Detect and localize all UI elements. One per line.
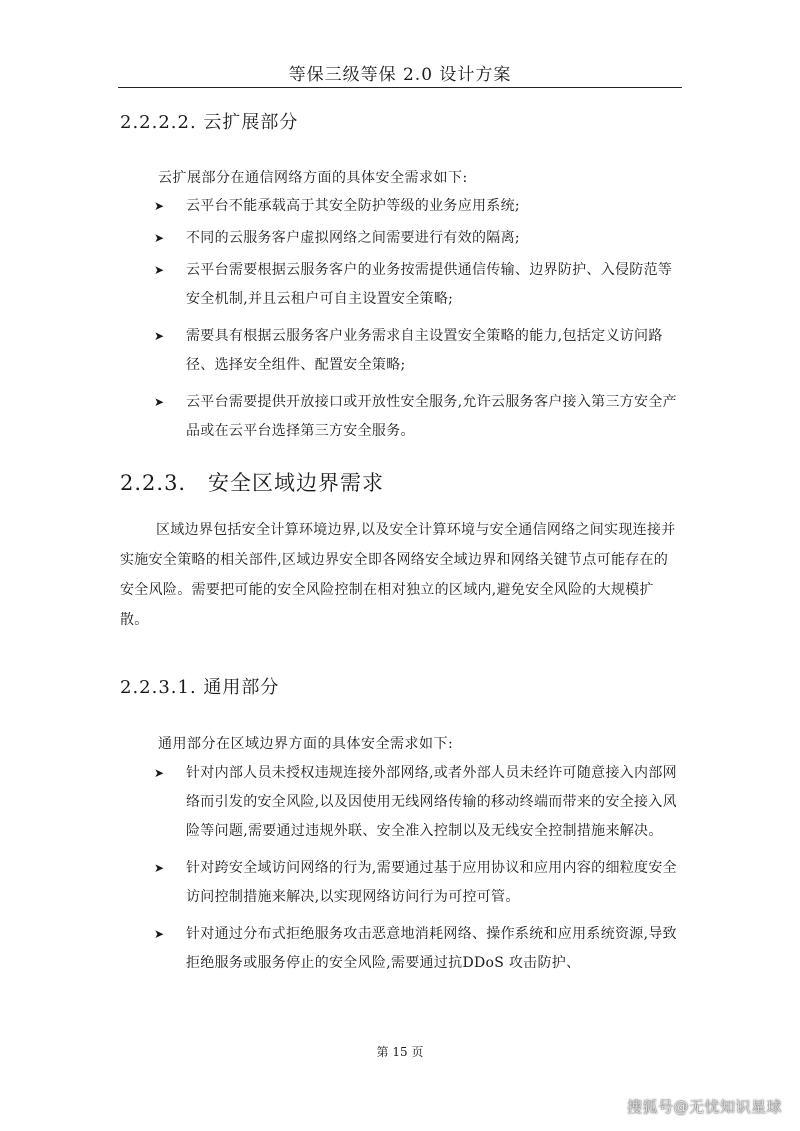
heading-security-boundary — [120, 467, 384, 497]
list-item — [150, 388, 682, 446]
bullet-text: 云平台需要根据云服务客户的业务按需提供通信传输、边界防护、入侵防范等安全机制,并且云租户可自主设置安全策略; — [186, 262, 673, 307]
intro-general-part: 通用部分在区域边界方面的具体安全需求如下: — [158, 736, 454, 752]
arrow-bullet-icon: ➤ — [154, 199, 165, 213]
list-item — [150, 759, 682, 846]
page-header-title: 等保三级等保 2.0 设计方案 — [288, 65, 512, 85]
heading-title: 安全区域边界需求 — [208, 471, 384, 495]
list-item — [150, 224, 682, 253]
arrow-bullet-icon: ➤ — [154, 766, 165, 780]
bullet-text: 针对跨安全域访问网络的行为,需要通过基于应用协议和应用内容的细粒度安全访问控制措施来解决,以实现网络访问行为可控可管。 — [186, 860, 677, 905]
bullet-text: 需要具有根据云服务客户业务需求自主设置安全策略的能力,包括定义访问路径、选择安全组件、配置安全策略; — [186, 328, 663, 373]
list-item — [150, 854, 682, 912]
bullet-list-cloud-extension — [150, 192, 682, 446]
paragraph-security-boundary: 区域边界包括安全计算环境边界,以及安全计算环境与安全通信网络之间实现连接并实施安全策略的相关部件,区域边界安全即各网络安全域边界和网络关键节点可能存在的安全风险。需要把可能的安全风险控制在相对独立的区域内,避免安全风险的大规模扩散。 — [120, 522, 676, 628]
list-item — [150, 256, 682, 314]
bullet-list-general-part — [150, 759, 682, 978]
bullet-text: 云平台不能承载高于其安全防护等级的业务应用系统; — [186, 198, 520, 214]
arrow-bullet-icon: ➤ — [154, 395, 165, 409]
list-item — [150, 322, 682, 380]
heading-cloud-extension: 2.2.2.2. 云扩展部分 — [120, 112, 299, 133]
list-item — [150, 920, 682, 978]
arrow-bullet-icon: ➤ — [154, 263, 165, 277]
watermark-text: 搜狐号@无忧知识星球 — [626, 1098, 782, 1116]
arrow-bullet-icon: ➤ — [154, 231, 165, 245]
bullet-text: 针对通过分布式拒绝服务攻击恶意地消耗网络、操作系统和应用系统资源,导致拒绝服务或服务停止的安全风险,需要通过抗DDoS 攻击防护、 — [186, 926, 677, 971]
intro-cloud-extension: 云扩展部分在通信网络方面的具体安全需求如下: — [158, 170, 468, 186]
heading-general-part: 2.2.3.1. 通用部分 — [120, 677, 280, 698]
arrow-bullet-icon: ➤ — [154, 861, 165, 875]
list-item — [150, 192, 682, 221]
page-number: 第 15 页 — [376, 1045, 424, 1059]
heading-number: 2.2.3. — [120, 471, 187, 495]
arrow-bullet-icon: ➤ — [154, 329, 165, 343]
bullet-text: 不同的云服务客户虚拟网络之间需要进行有效的隔离; — [186, 230, 520, 246]
bullet-text: 云平台需要提供开放接口或开放性安全服务,允许云服务客户接入第三方安全产品或在云平台选择第三方安全服务。 — [186, 394, 677, 439]
header-rule — [118, 87, 682, 88]
bullet-text: 针对内部人员未授权违规连接外部网络,或者外部人员未经许可随意接入内部网络而引发的安全风险,以及因使用无线网络传输的移动终端而带来的安全接入风险等问题,需要通过违规外联、安全准入控制以及无线安全控制措施来解决。 — [186, 765, 677, 839]
arrow-bullet-icon: ➤ — [154, 927, 165, 941]
